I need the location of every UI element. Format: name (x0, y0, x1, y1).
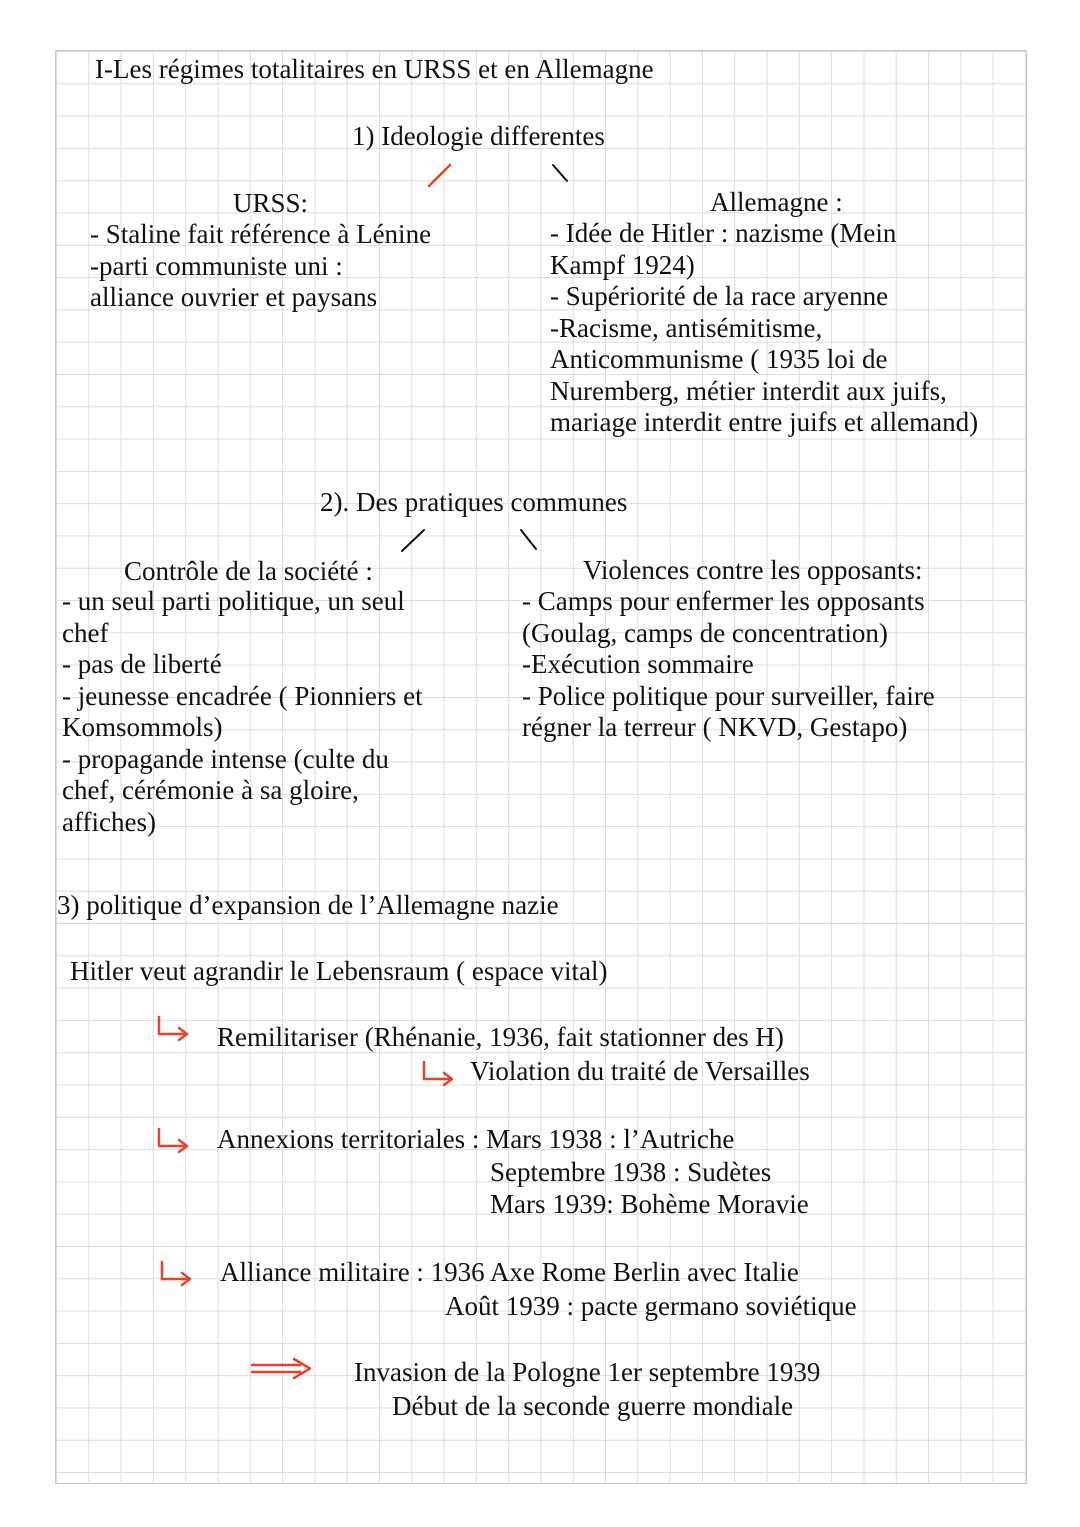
conclusion-line2: Début de la seconde guerre mondiale (392, 1391, 794, 1421)
list-item: - propagande intense (culte du (62, 743, 389, 774)
list-item: alliance ouvrier et paysans (90, 282, 378, 312)
list-item: - Camps pour enfermer les opposants (522, 586, 925, 616)
list-item: affiches) (62, 806, 156, 837)
violences-list (522, 586, 935, 744)
page-title: I-Les régimes totalitaires en URSS et en Allemagne (95, 54, 654, 84)
return-arrow-icon (155, 1127, 195, 1153)
list-item: - Idée de Hitler : nazisme (Mein (550, 218, 897, 248)
conclusion-line1: Invasion de la Pologne 1er septembre 1939 (354, 1357, 821, 1387)
allemagne-list (550, 218, 978, 439)
list-item: - Staline fait référence à Lénine (90, 219, 432, 249)
annexions-line: Septembre 1938 : Sudètes (490, 1157, 772, 1187)
alliance-line2: Août 1939 : pacte germano soviétique (445, 1291, 857, 1321)
list-item: Anticommunisme ( 1935 loi de (550, 344, 888, 374)
list-item: Komsommols) (62, 712, 223, 742)
violences-heading: Violences contre les opposants: (583, 555, 923, 585)
allemagne-heading: Allemagne : (710, 187, 843, 217)
remilitariser-text: Remilitariser (Rhénanie, 1936, fait stationner des H) (217, 1022, 784, 1052)
list-item: -parti communiste uni : (90, 250, 343, 281)
controle-heading: Contrôle de la société : (124, 556, 373, 586)
list-item: chef, cérémonie à sa gloire, (62, 775, 359, 805)
return-arrow-icon (155, 1015, 195, 1041)
alliance-text: Alliance militaire : 1936 Axe Rome Berlin avec Italie (220, 1257, 799, 1287)
branch-left-icon (398, 527, 428, 557)
list-item: régner la terreur ( NKVD, Gestapo) (522, 712, 908, 742)
controle-list (62, 586, 423, 838)
list-item: (Goulag, camps de concentration) (522, 617, 888, 648)
list-item: -Exécution sommaire (522, 649, 754, 679)
list-item: - Supériorité de la race aryenne (550, 281, 889, 311)
list-item: - jeunesse encadrée ( Pionniers et (62, 680, 423, 711)
list-item: chef (62, 617, 109, 648)
list-item: mariage interdit entre juifs et allemand) (550, 407, 979, 437)
branch-left-icon (425, 162, 455, 192)
urss-heading: URSS: (233, 188, 309, 218)
section1-heading: 1) Ideologie differentes (352, 121, 605, 151)
section2-heading: 2). Des pratiques communes (320, 487, 628, 517)
annexions-line: Mars 1939: Bohème Moravie (490, 1189, 809, 1219)
list-item: - un seul parti politique, un seul (62, 586, 405, 616)
branch-right-icon (518, 527, 548, 557)
list-item: - Police politique pour surveiller, faire (522, 680, 935, 711)
branch-right-icon (550, 162, 580, 192)
list-item: -Racisme, antisémitisme, (550, 312, 823, 343)
annexions-text: Annexions territoriales : Mars 1938 : l’Autriche (217, 1124, 735, 1154)
return-arrow-icon (158, 1260, 198, 1286)
section3-heading: 3) politique d’expansion de l’Allemagne nazie (57, 890, 559, 920)
section3-intro: Hitler veut agrandir le Lebensraum ( espace vital) (70, 956, 608, 986)
list-item: Nuremberg, métier interdit aux juifs, (550, 375, 947, 406)
violation-text: Violation du traité de Versailles (470, 1056, 810, 1086)
return-arrow-icon (420, 1060, 460, 1086)
list-item: - pas de liberté (62, 649, 222, 679)
list-item: Kampf 1924) (550, 249, 695, 280)
urss-list (90, 219, 431, 314)
double-arrow-icon (248, 1356, 318, 1382)
